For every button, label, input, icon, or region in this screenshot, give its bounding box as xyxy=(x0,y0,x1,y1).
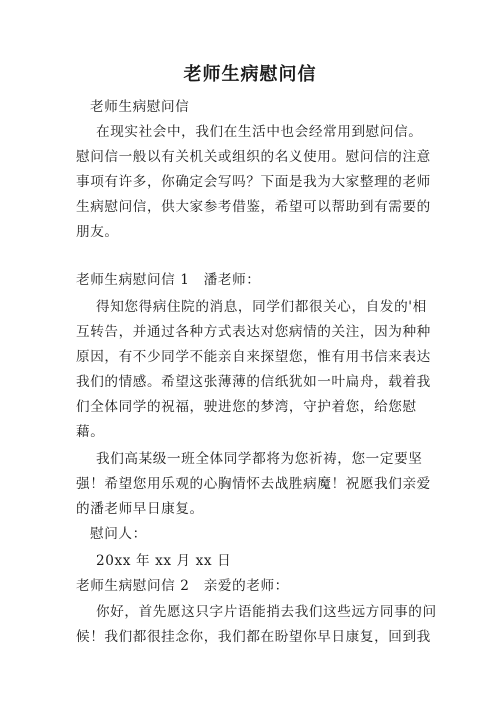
doc-line-letter1-p1-1: 得知您得病住院的消息，同学们都很关心，自发的'相 xyxy=(96,299,427,315)
doc-line-letter1-p2-1: 我们高某级一班全体同学都将为您祈祷，您一定要坚 xyxy=(96,451,423,467)
doc-line-letter2-p1-2: 候！我们都很挂念你，我们都在盼望你早日康复，回到我 xyxy=(76,629,431,645)
doc-line-intro-5: 朋友。 xyxy=(76,224,119,240)
doc-line-intro-2: 慰问信一般以有关机关或组织的名义使用。慰问信的注意 xyxy=(76,149,431,165)
doc-line-intro-3: 事项有许多，你确定会写吗？下面是我为大家整理的老师 xyxy=(76,174,431,190)
doc-line-letter1-p2-2: 强！希望您用乐观的心胸情怀去战胜病魔！祝愿我们亲爱 xyxy=(76,476,431,492)
doc-line-letter1-p1-2: 互转告，并通过各种方式表达对您病情的关注，因为种种 xyxy=(76,324,431,340)
document-title: 老师生病慰问信 xyxy=(183,64,317,85)
doc-line-letter1-p1-4: 我们的情感。希望这张薄薄的信纸犹如一叶扁舟，载着我 xyxy=(76,374,431,390)
doc-line-letter1-p2-3: 的潘老师早日康复。 xyxy=(76,501,204,517)
doc-line-letter1-p1-3: 原因，有不少同学不能亲自来探望您，惟有用书信来表达 xyxy=(76,349,431,365)
doc-line-letter1-p1-6: 藉。 xyxy=(76,424,105,440)
doc-line-letter1-heading: 老师生病慰问信 1 潘老师： xyxy=(76,272,261,288)
doc-line-subtitle: 老师生病慰问信 xyxy=(90,99,190,115)
doc-line-intro-1: 在现实社会中，我们在生活中也会经常用到慰问信。 xyxy=(96,124,423,140)
doc-line-letter1-p1-5: 们全体同学的祝福，驶进您的梦湾，守护着您，给您慰 xyxy=(76,399,417,415)
doc-line-sender-label: 慰问人： xyxy=(90,526,147,542)
doc-line-date: 20xx 年 xx 月 xx 日 xyxy=(96,553,232,569)
doc-line-letter2-heading: 老师生病慰问信 2 亲爱的老师： xyxy=(76,578,289,594)
doc-line-letter2-p1-1: 你好，首先愿这只字片语能捎去我们这些远方同事的问 xyxy=(96,604,437,620)
doc-line-intro-4: 生病慰问信，供大家参考借鉴，希望可以帮助到有需要的 xyxy=(76,199,431,215)
